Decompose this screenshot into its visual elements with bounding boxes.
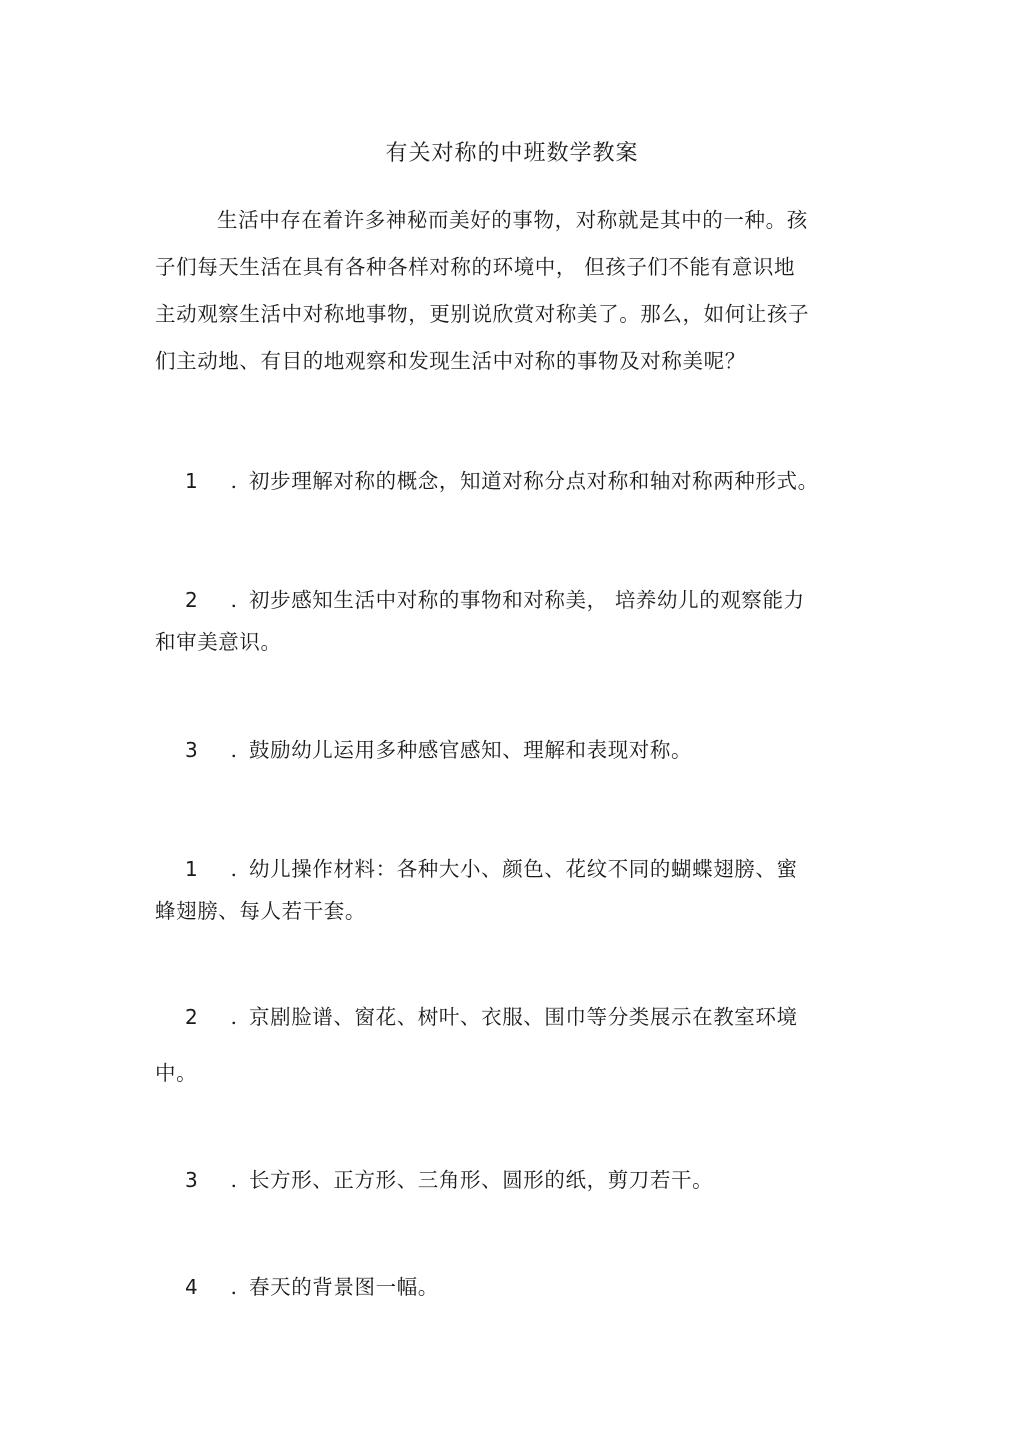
material-item — [155, 1000, 855, 1086]
item-text: 长方形、正方形、三角形、圆形的纸，剪刀若干。 — [249, 1168, 714, 1192]
item-text: 初步理解对称的概念，知道对称分点对称和轴对称两种形式。 — [249, 469, 819, 493]
intro-line: 子们每天生活在具有各种各样对称的环境中， 但孩子们不能有意识地 — [155, 255, 796, 279]
item-text: 幼儿操作材料：各种大小、颜色、花纹不同的蝴蝶翅膀、蜜 — [249, 857, 798, 881]
item-continuation: 和审美意识。 — [155, 630, 282, 654]
item-number: 2 — [185, 588, 199, 612]
intro-line: 主动观察生活中对称地事物，更别说欣赏对称美了。那么，如何让孩子 — [155, 302, 810, 326]
item-text: 鼓励幼儿运用多种感官感知、理解和表现对称。 — [249, 738, 693, 762]
intro-line: 们主动地、有目的地观察和发现生活中对称的事物及对称美呢？ — [155, 349, 746, 373]
item-text: 春天的背景图一幅。 — [249, 1275, 439, 1299]
item-dot: . — [230, 738, 238, 762]
material-item — [155, 1270, 855, 1300]
item-continuation: 蜂翅膀、每人若干套。 — [155, 899, 366, 923]
item-text: 京剧脸谱、窗花、树叶、衣服、围巾等分类展示在教室环境 — [249, 1005, 798, 1029]
document-title: 有关对称的中班数学教案 — [385, 141, 639, 166]
item-number: 1 — [185, 469, 199, 493]
goal-item — [155, 464, 855, 494]
item-number: 3 — [185, 1168, 199, 1192]
item-number: 1 — [185, 857, 199, 881]
item-dot: . — [230, 857, 238, 881]
item-continuation: 中。 — [155, 1061, 198, 1085]
item-dot: . — [230, 588, 238, 612]
item-number: 4 — [185, 1275, 199, 1299]
intro-line: 生活中存在着许多神秘而美好的事物，对称就是其中的一种。孩 — [217, 208, 808, 232]
item-number: 2 — [185, 1005, 199, 1029]
item-dot: . — [230, 469, 238, 493]
item-dot: . — [230, 1168, 238, 1192]
material-item — [155, 1163, 855, 1193]
item-dot: . — [230, 1005, 238, 1029]
item-text: 初步感知生活中对称的事物和对称美， 培养幼儿的观察能力 — [249, 588, 805, 612]
item-number: 3 — [185, 738, 199, 762]
intro-paragraph — [155, 197, 855, 385]
goal-item — [155, 733, 855, 763]
item-dot: . — [230, 1275, 238, 1299]
goal-item — [155, 583, 855, 655]
material-item — [155, 852, 855, 924]
